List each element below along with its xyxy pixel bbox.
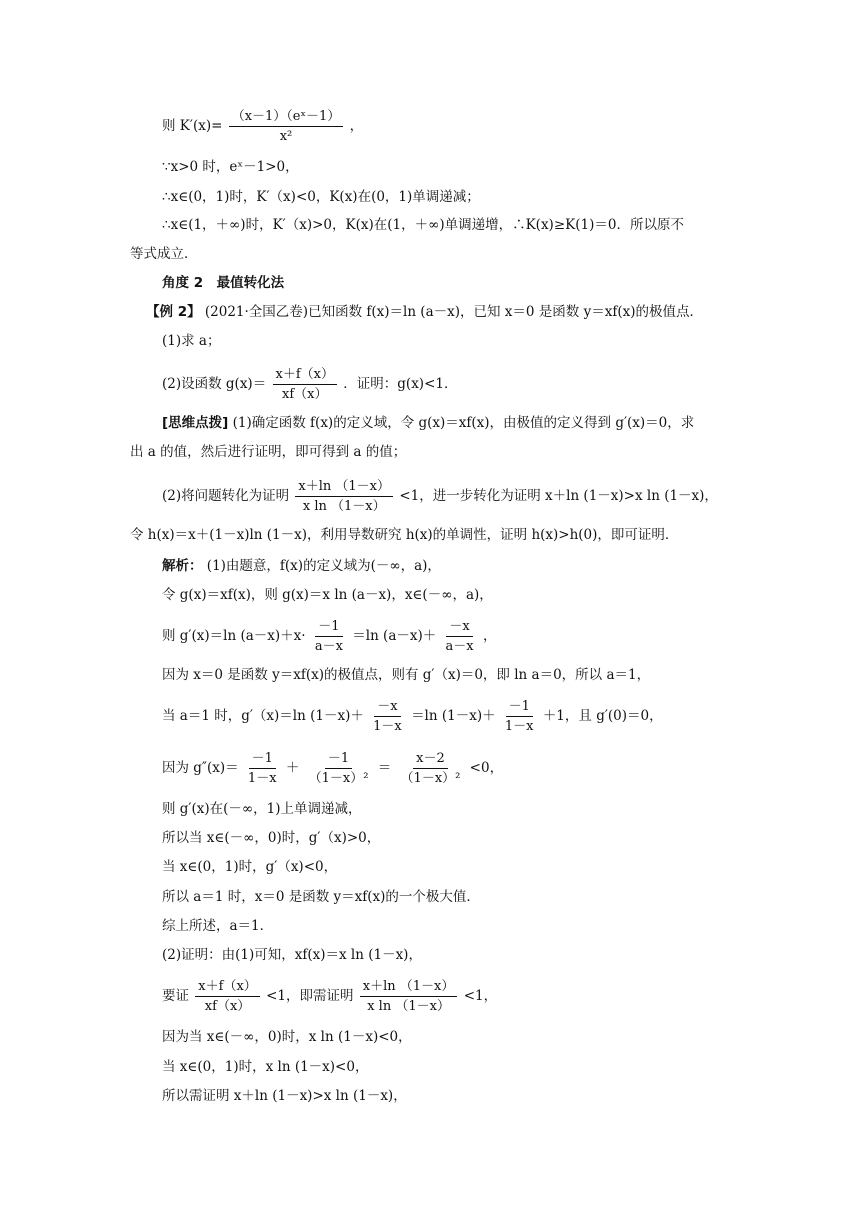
denominator: xf（x） — [282, 387, 328, 402]
text-line-11: 出 a 的值，然后进行证明，即可得到 a 的值； — [130, 444, 407, 460]
denominator: 1－x — [373, 719, 402, 734]
text-line-2: ∵x>0 时，eˣ－1>0， — [162, 159, 299, 175]
fraction — [502, 698, 537, 735]
text-line-1 — [162, 108, 363, 145]
text: 要证 — [162, 988, 189, 1004]
fraction — [195, 978, 259, 1015]
denominator: a－x — [314, 639, 343, 654]
text: ＝ — [377, 760, 392, 776]
denominator: x ln （1－x） — [302, 499, 386, 514]
text-line-21: 所以当 x∈(－∞，0)时，g′（x)>0， — [162, 830, 381, 846]
text-line-29: 所以需证明 x＋ln (1－x)>x ln (1－x)， — [162, 1088, 407, 1104]
fraction — [229, 108, 344, 145]
text-line-19 — [162, 750, 503, 787]
text-line-24: 综上所述，a＝1． — [162, 918, 274, 934]
denominator: 1－x — [504, 719, 534, 734]
numerator: x＋f（x） — [273, 366, 337, 385]
text: (2)将问题转化为证明 — [162, 488, 290, 504]
text: ＋ — [285, 760, 300, 776]
text-line-8: (1)求 a； — [162, 333, 221, 349]
text: (1)由题意，f(x)的定义域为(－∞，a)， — [206, 558, 441, 574]
text: ．证明：g(x)<1． — [343, 376, 458, 392]
text-line-3: ∴x∈(0，1)时，K′（x)<0，K(x)在(0，1)单调递减； — [162, 189, 480, 205]
denominator: （1－x）² — [400, 771, 461, 786]
text-line-17: 因为 x＝0 是函数 y＝xf(x)的极值点，则有 g′（x)＝0，即 ln a＝0，所以 a＝1， — [162, 667, 651, 683]
solution-label: 解析： — [162, 558, 203, 574]
text-line-23: 所以 a＝1 时，x＝0 是函数 y＝xf(x)的一个极大值． — [162, 889, 480, 905]
text: <1，进一步转化为证明 x＋ln (1－x)>x ln (1－x)， — [399, 488, 718, 504]
text-line-28: 当 x∈(0，1)时，x ln (1－x)<0， — [162, 1059, 369, 1075]
numerator: x＋ln （1－x） — [360, 978, 458, 997]
fraction — [245, 750, 280, 787]
text: <1，即需证明 — [266, 988, 354, 1004]
text-line-27: 因为当 x∈(－∞，0)时，x ln (1－x)<0， — [162, 1029, 412, 1045]
text: 则 K′(x)= — [162, 118, 223, 134]
fraction — [312, 618, 346, 655]
numerator: －1 — [249, 750, 276, 769]
text: ＋1，且 g′(0)＝0， — [542, 708, 663, 724]
fraction — [398, 750, 464, 787]
section-heading: 角度 2 最值转化法 — [162, 275, 285, 291]
text-line-18 — [162, 698, 663, 735]
text: ＝ln (a－x)＋ — [352, 628, 437, 644]
fraction — [360, 978, 458, 1015]
text: 因为 g″(x)＝ — [162, 760, 239, 776]
denominator: x ln （1－x） — [367, 999, 450, 1014]
text: ， — [482, 628, 497, 644]
text-line-12 — [162, 478, 718, 515]
text-line-9 — [162, 366, 457, 403]
numerator: －1 — [506, 698, 533, 717]
text-line-20: 则 g′(x)在(－∞，1)上单调递减， — [162, 801, 362, 817]
denominator: xf（x） — [204, 999, 251, 1014]
numerator: －1 — [325, 750, 352, 769]
fraction — [443, 618, 477, 655]
text-line-15: 令 g(x)＝xf(x)，则 g(x)＝x ln (a－x)，x∈(－∞，a)， — [162, 587, 493, 603]
text: ， — [349, 118, 364, 134]
numerator: （x－1）（eˣ－1） — [229, 108, 344, 127]
text-line-13: 令 h(x)＝x＋(1－x)ln (1－x)，利用导数研究 h(x)的单调性，证明 h(x)>h(0)，即可证明． — [130, 527, 679, 543]
numerator: x＋f（x） — [195, 978, 259, 997]
text: 则 g′(x)＝ln (a－x)＋x· — [162, 628, 306, 644]
example-label: 【例 2】 — [146, 304, 201, 320]
fraction — [273, 366, 337, 403]
text-line-26 — [162, 978, 497, 1015]
text: (1)确定函数 f(x)的定义域，令 g(x)＝xf(x)，由极值的定义得到 g′(x)＝0，求 — [232, 415, 695, 431]
text-line-22: 当 x∈(0，1)时，g′（x)<0， — [162, 859, 338, 875]
fraction — [295, 478, 393, 515]
denominator: （1－x）² — [308, 771, 369, 786]
text-line-4: ∴x∈(1，＋∞)时，K′（x)>0，K(x)在(1，＋∞)单调递增，∴K(x)≥K(1)＝0．所以原不 — [162, 217, 684, 233]
numerator: －x — [446, 618, 472, 637]
numerator: －x — [374, 698, 400, 717]
hint-label: [思维点拨] — [162, 415, 229, 431]
text: (2021·全国乙卷)已知函数 f(x)＝ln (a－x)，已知 x＝0 是函数 y＝xf(x)的极值点． — [204, 304, 703, 320]
text-line-16 — [162, 618, 496, 655]
fraction — [370, 698, 405, 735]
denominator: 1－x — [247, 771, 277, 786]
hint-line — [162, 414, 694, 432]
text-line-25: (2)证明：由(1)可知，xf(x)＝x ln (1－x)， — [162, 947, 422, 963]
text: <1， — [463, 988, 498, 1004]
numerator: x＋ln （1－x） — [295, 478, 393, 497]
solution-line — [162, 557, 441, 575]
text: ＝ln (1－x)＋ — [411, 708, 496, 724]
denominator: x² — [279, 129, 293, 144]
text: 当 a＝1 时，g′（x)＝ln (1－x)＋ — [162, 708, 364, 724]
text-line-5: 等式成立． — [130, 246, 198, 262]
denominator: a－x — [445, 639, 474, 654]
numerator: －1 — [315, 618, 342, 637]
example-line — [146, 303, 703, 321]
text: <0， — [469, 760, 504, 776]
text: (2)设函数 g(x)＝ — [162, 376, 267, 392]
numerator: x－2 — [413, 750, 448, 769]
fraction — [306, 750, 372, 787]
